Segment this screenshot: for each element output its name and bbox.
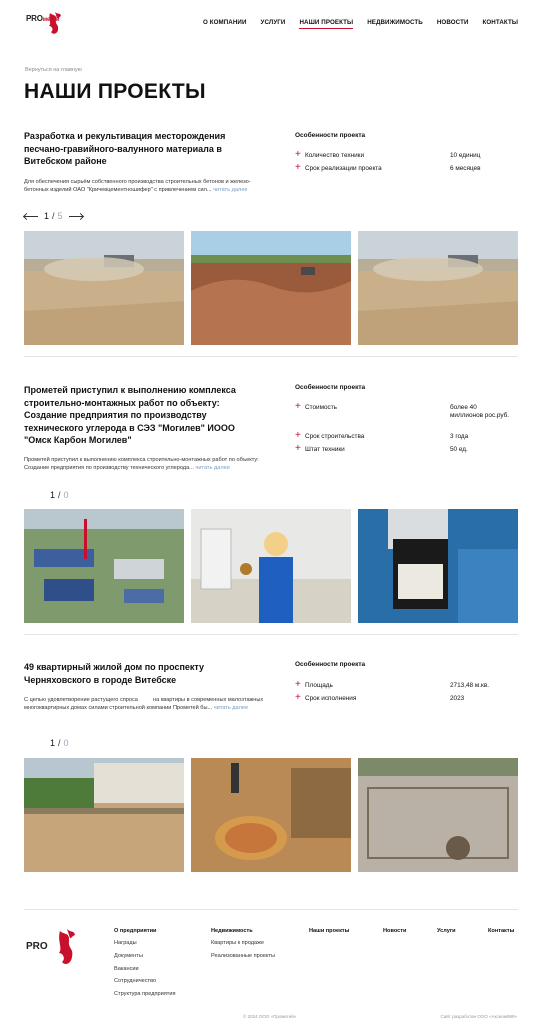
project-card: [24, 661, 518, 873]
footer-link[interactable]: Документы: [114, 952, 143, 959]
nav-news[interactable]: НОВОСТИ: [436, 19, 469, 26]
gallery-pager: 1 / 0: [50, 738, 69, 748]
back-to-home-link[interactable]: Вернуться на главную: [25, 67, 82, 73]
footer-link[interactable]: Награды: [114, 940, 137, 946]
footer-column-services: [437, 928, 456, 940]
nav-projects[interactable]: НАШИ ПРОЕКТЫ: [299, 19, 354, 26]
divider: [24, 909, 518, 910]
developer-credit[interactable]: Сайт разработан ООО «Аксиом999»: [440, 1014, 517, 1019]
nav-services[interactable]: УСЛУГИ: [260, 19, 286, 26]
logo-text: PROметей: [26, 14, 60, 23]
footer-link[interactable]: Структура предприятия: [114, 991, 176, 998]
project-description: Для обеспечения сырьём собственного производства строительных бетонов и железо-бетонных изделий ОАО "Кричевцементношифер" с привлечением сил... читать далее: [24, 179, 251, 194]
project-features: Особенности проекта + Количество техники 10 единиц + Срок реализации проекта 6 месяцев: [295, 132, 518, 139]
nav-about[interactable]: О КОМПАНИИ: [202, 19, 247, 26]
features-heading: Особенности проекта: [295, 384, 366, 391]
plus-icon: +: [295, 443, 301, 454]
plus-icon: +: [295, 149, 301, 160]
copyright: © 2024 ООО «Прометей»: [243, 1014, 297, 1019]
project-photo[interactable]: [24, 509, 184, 623]
read-more-link[interactable]: читать далее: [213, 705, 249, 712]
plus-icon: +: [295, 162, 301, 173]
project-photo[interactable]: [191, 231, 351, 345]
project-photo[interactable]: [358, 758, 518, 872]
logo-mark-icon: [26, 927, 82, 971]
arrow-left-icon[interactable]: [24, 216, 38, 217]
footer-heading[interactable]: Услуги: [437, 928, 456, 934]
footer-heading[interactable]: О предприятии: [114, 928, 157, 934]
photo-gallery: [24, 758, 518, 872]
gallery-pager: 1 / 0: [50, 490, 69, 500]
plus-icon: +: [295, 679, 301, 690]
footer-link[interactable]: Квартиры к продаже: [211, 940, 264, 946]
photo-gallery: [24, 509, 518, 623]
project-photo[interactable]: [191, 758, 351, 872]
project-photo[interactable]: [191, 509, 351, 623]
read-more-link[interactable]: читать далее: [195, 465, 230, 472]
footer-heading[interactable]: Контакты: [488, 928, 515, 934]
footer-link[interactable]: Вакансии: [114, 965, 139, 972]
gallery-pager: 1 / 5: [24, 211, 83, 221]
project-photo[interactable]: [358, 231, 518, 345]
plus-icon: +: [295, 401, 301, 412]
project-title[interactable]: 49 квартирный жилой дом по проспекту Черняховского в городе Витебске: [24, 662, 205, 685]
project-photo[interactable]: [24, 758, 184, 872]
arrow-right-icon[interactable]: [69, 216, 83, 217]
site-header: [0, 0, 541, 50]
footer-column-real-estate: [211, 928, 275, 966]
project-title[interactable]: Прометей приступил к выполнению комплекса строительно-монтажных работ по объекту: Создание предприятия по производству технического углерода в СЭЗ "Могилев" ИООО "Омск Карбон Могилев": [24, 385, 236, 445]
footer-heading[interactable]: Новости: [383, 928, 407, 934]
nav-real-estate[interactable]: НЕДВИЖИМОСТЬ: [367, 19, 423, 26]
footer-logo[interactable]: [26, 927, 82, 971]
features-heading: Особенности проекта: [295, 132, 366, 139]
read-more-link[interactable]: читать далее: [213, 187, 248, 194]
footer-heading[interactable]: Недвижимость: [211, 928, 253, 934]
footer-link[interactable]: Сотрудничество: [114, 978, 157, 985]
company-logo[interactable]: [26, 10, 66, 36]
footer-column-contacts: [488, 928, 514, 940]
project-photo[interactable]: [358, 509, 518, 623]
nav-contacts[interactable]: КОНТАКТЫ: [482, 19, 518, 26]
project-features: Особенности проекта + Стоимость более 40 миллионов рос.руб. + Срок строительства 3 года + Штат техники 50 ед.: [295, 384, 518, 391]
project-description: Прометей приступил к выполнению комплекса строительно-монтажных работ по объекту: Создание предприятия по производству технического углерода... читать далее: [24, 457, 259, 472]
footer-column-projects: [309, 928, 349, 940]
main-nav: [189, 19, 518, 26]
plus-icon: +: [295, 692, 301, 703]
photo-gallery: [24, 231, 518, 345]
divider: [24, 634, 518, 635]
project-photo[interactable]: [24, 231, 184, 345]
footer-column-news: [383, 928, 406, 940]
plus-icon: +: [295, 430, 301, 441]
divider: [24, 356, 518, 357]
features-heading: Особенности проекта: [295, 661, 366, 668]
project-title[interactable]: Разработка и рекультивация месторождения песчано-гравийного-валунного материала в Витебском районе: [24, 131, 226, 166]
footer-link[interactable]: Реализованные проекты: [211, 952, 276, 959]
project-card: [24, 130, 518, 346]
project-features: Особенности проекта + Площадь 2713,48 м.кв. + Срок исполнения 2023: [295, 661, 518, 668]
page-title: НАШИ ПРОЕКТЫ: [24, 80, 206, 103]
project-card: [24, 384, 518, 624]
footer-heading[interactable]: Наши проекты: [309, 928, 350, 934]
svg-text:PRO: PRO: [26, 941, 48, 952]
project-description: С целью удовлетворение растущего спроса на квартиры в современных малоэтажных многоквартирных домах силами строительной компании Прометей бы... читать далее: [24, 697, 264, 712]
footer-column-about: [114, 928, 176, 1004]
